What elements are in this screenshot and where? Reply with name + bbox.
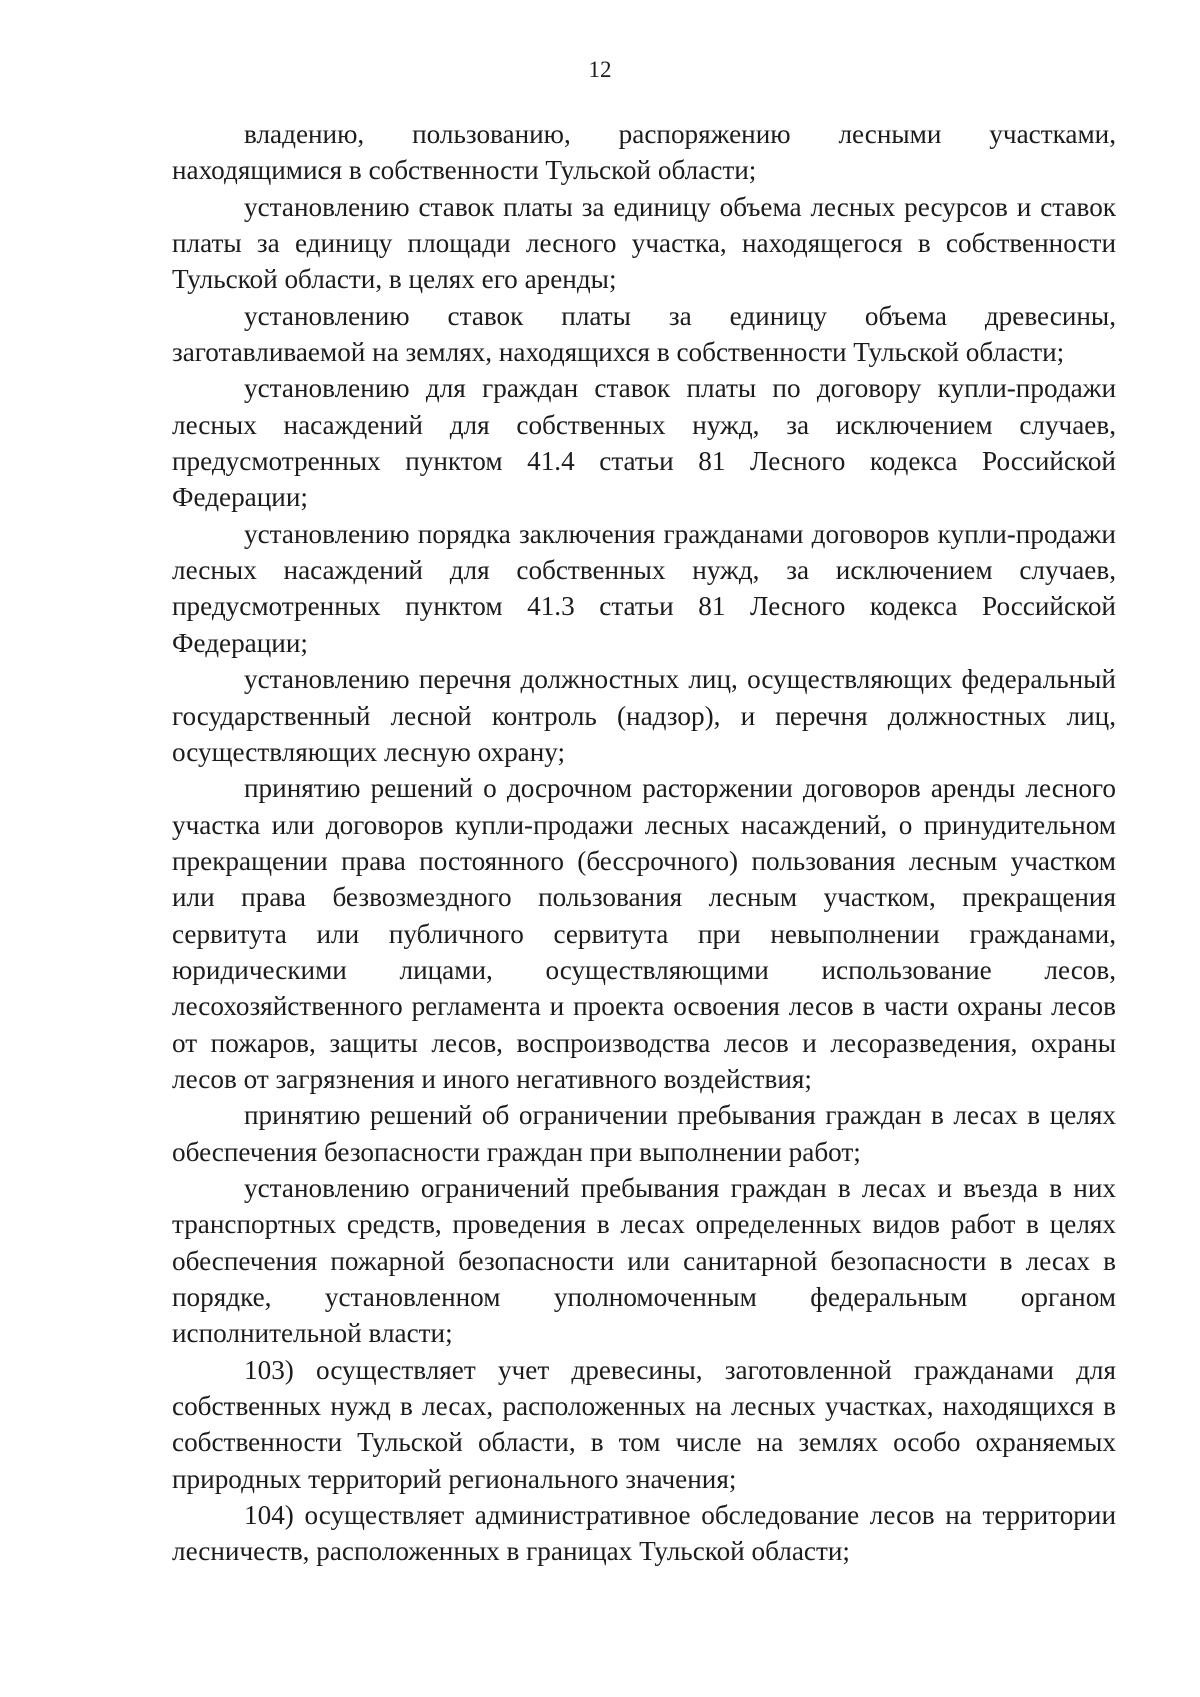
paragraph: установлению порядка заключения гражданами договоров купли-продажи лесных насаждений для собственных нужд, за исключением случаев, предусмотренных пунктом 41.3 статьи 81 Лесного кодекса Российской Федерации;	[172, 518, 1116, 658]
paragraph: принятию решений об ограничении пребывания граждан в лесах в целях обеспечения безопасности граждан при выполнении работ;	[172, 1100, 1116, 1167]
paragraph: принятию решений о досрочном расторжении договоров аренды лесного участка или договоров купли-продажи лесных насаждений, о принудительном прекращении права постоянного (бессрочного) пользования лесным участком или права безвозмездного пользования лесным участком, прекращения сервитута или публичного сервитута при невыполнении гражданами, юридическими лицами, осуществляющими использование лесов, лесохозяйственного регламента и проекта освоения лесов в части охраны лесов от пожаров, защиты лесов, воспроизводства лесов и лесоразведения, охраны лесов от загрязнения и иного негативного воздействия;	[172, 773, 1116, 1094]
paragraph: владению, пользованию, распоряжению лесными участками, находящимися в собственности Тульской области;	[172, 119, 1116, 186]
document-body	[172, 116, 1116, 1570]
paragraph: установлению ставок платы за единицу объема древесины, заготавливаемой на землях, находящихся в собственности Тульской области;	[172, 300, 1116, 368]
paragraph: установлению ставок платы за единицу объема лесных ресурсов и ставок платы за единицу площади лесного участка, находящегося в собственности Тульской области, в целях его аренды;	[172, 191, 1116, 295]
numbered-paragraph-104: 104) осуществляет административное обследование лесов на территории лесничеств, расположенных в границах Тульской области;	[172, 1500, 1116, 1567]
paragraph: установлению перечня должностных лиц, осуществляющих федеральный государственный лесной контроль (надзор), и перечня должностных лиц, осуществляющих лесную охрану;	[172, 664, 1116, 767]
paragraph: установлению ограничений пребывания граждан в лесах и въезда в них транспортных средств, проведения в лесах определенных видов работ в целях обеспечения пожарной безопасности или санитарной безопасности в лесах в порядке, установленном уполномоченным федеральным органом исполнительной власти;	[172, 1172, 1116, 1349]
paragraph: установлению для граждан ставок платы по договору купли-продажи лесных насаждений для собственных нужд, за исключением случаев, предусмотренных пунктом 41.4 статьи 81 Лесного кодекса Российской Федерации;	[172, 373, 1116, 513]
numbered-paragraph-103: 103) осуществляет учет древесины, заготовленной гражданами для собственных нужд в лесах, расположенных на лесных участках, находящихся в собственности Тульской области, в том числе на землях особо охраняемых природных территорий регионального значения;	[172, 1354, 1116, 1494]
page-number: 12	[588, 57, 612, 82]
